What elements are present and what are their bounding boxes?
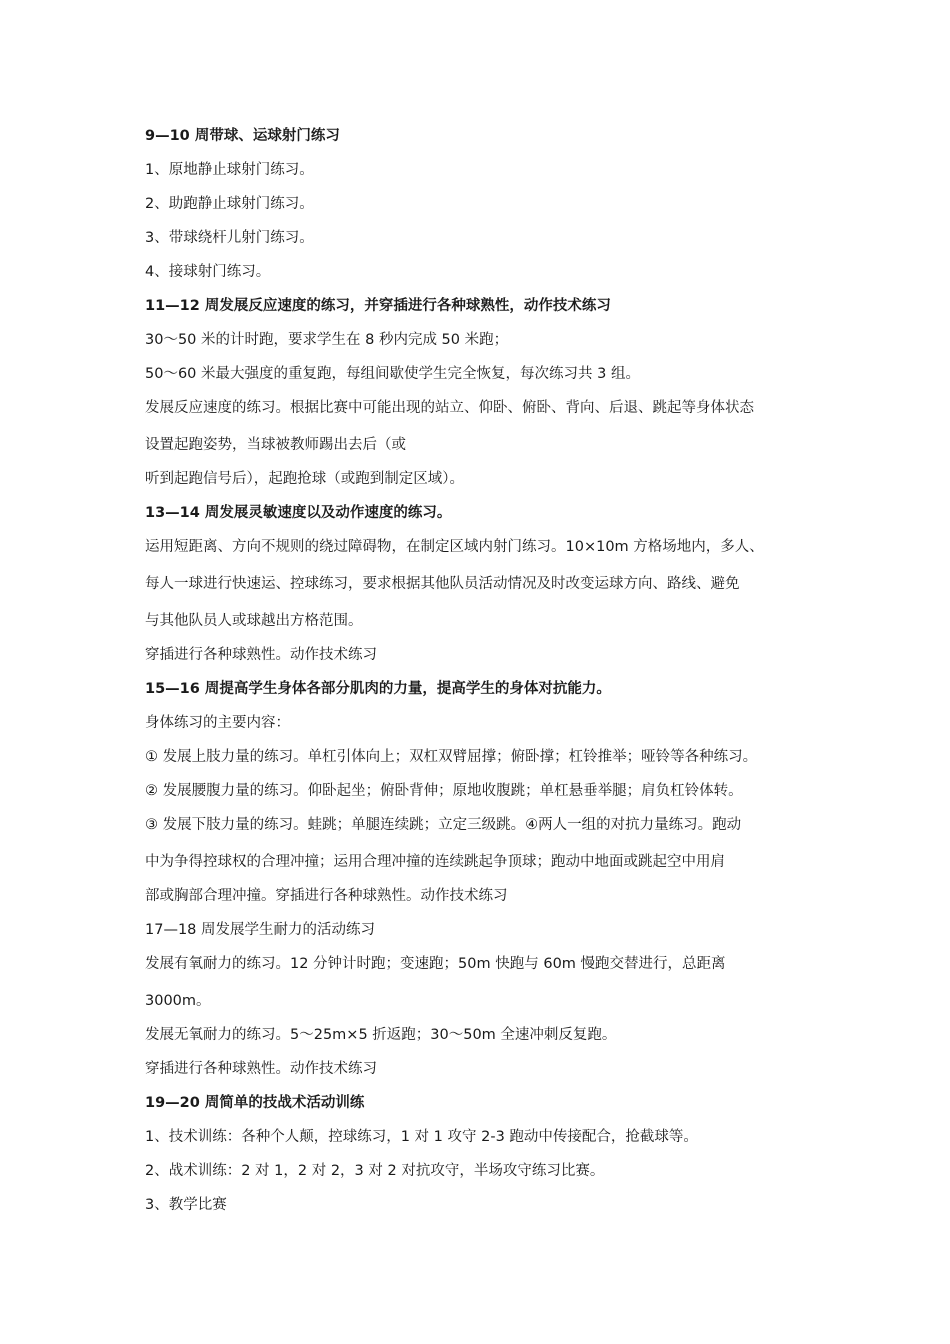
text-line: 3000m。 — [145, 993, 211, 1009]
text-line: 身体练习的主要内容： — [145, 715, 290, 731]
heading-weeks-13-14: 13—14 周发展灵敏速度以及动作速度的练习。 — [145, 505, 452, 521]
text-line: 中为争得控球权的合理冲撞；运用合理冲撞的连续跳起争顶球；跑动中地面或跳起空中用肩 — [145, 854, 725, 870]
text-line: 1、技术训练：各种个人颠，控球练习，1 对 1 攻守 2-3 跑动中传接配合，抢截球等。 — [145, 1129, 698, 1145]
text-line: 部或胸部合理冲撞。穿插进行各种球熟性。动作技术练习 — [145, 888, 508, 904]
text-line: 1、原地静止球射门练习。 — [145, 162, 314, 178]
text-line: ② 发展腰腹力量的练习。仰卧起坐；俯卧背伸；原地收腹跳；单杠悬垂举腿；肩负杠铃体转。 — [145, 783, 743, 799]
text-line: 发展反应速度的练习。根据比赛中可能出现的站立、仰卧、俯卧、背向、后退、跳起等身体状态 — [145, 400, 754, 416]
text-line: 2、助跑静止球射门练习。 — [145, 196, 314, 212]
heading-weeks-9-10: 9—10 周带球、运球射门练习 — [145, 128, 340, 144]
text-line: 3、教学比赛 — [145, 1197, 227, 1213]
text-line: 运用短距离、方向不规则的绕过障碍物，在制定区域内射门练习。10×10m 方格场地内，多人、 — [145, 539, 764, 555]
heading-weeks-19-20: 19—20 周简单的技战术活动训练 — [145, 1095, 365, 1111]
heading-weeks-17-18: 17—18 周发展学生耐力的活动练习 — [145, 922, 376, 938]
text-line: 穿插进行各种球熟性。动作技术练习 — [145, 1061, 377, 1077]
text-line: 每人一球进行快速运、控球练习，要求根据其他队员活动情况及时改变运球方向、路线、避免 — [145, 576, 740, 592]
text-line: ③ 发展下肢力量的练习。蛙跳；单腿连续跳；立定三级跳。④两人一组的对抗力量练习。跑动 — [145, 817, 742, 833]
text-line: 50～60 米最大强度的重复跑，每组间歇使学生完全恢复，每次练习共 3 组。 — [145, 366, 640, 382]
text-line: 设置起跑姿势，当球被教师踢出去后（或 — [145, 437, 406, 453]
heading-weeks-15-16: 15—16 周提高学生身体各部分肌肉的力量，提高学生的身体对抗能力。 — [145, 681, 611, 697]
text-line: 听到起跑信号后），起跑抢球（或跑到制定区域）。 — [145, 471, 464, 487]
text-line: 发展有氧耐力的练习。12 分钟计时跑；变速跑；50m 快跑与 60m 慢跑交替进行，总距离 — [145, 956, 726, 972]
text-line: 发展无氧耐力的练习。5～25m×5 折返跑；30～50m 全速冲刺反复跑。 — [145, 1027, 617, 1043]
text-line: 30～50 米的计时跑，要求学生在 8 秒内完成 50 米跑； — [145, 332, 509, 348]
text-line: 3、带球绕杆儿射门练习。 — [145, 230, 314, 246]
heading-weeks-11-12: 11—12 周发展反应速度的练习，并穿插进行各种球熟性，动作技术练习 — [145, 298, 611, 314]
text-line: 4、接球射门练习。 — [145, 264, 271, 280]
text-line: 与其他队员人或球越出方格范围。 — [145, 613, 363, 629]
text-line: 2、战术训练：2 对 1，2 对 2，3 对 2 对抗攻守，半场攻守练习比赛。 — [145, 1163, 605, 1179]
text-line: 穿插进行各种球熟性。动作技术练习 — [145, 647, 377, 663]
text-line: ① 发展上肢力量的练习。单杠引体向上；双杠双臂屈撑；俯卧撑；杠铃推举；哑铃等各种练习。 — [145, 749, 758, 765]
